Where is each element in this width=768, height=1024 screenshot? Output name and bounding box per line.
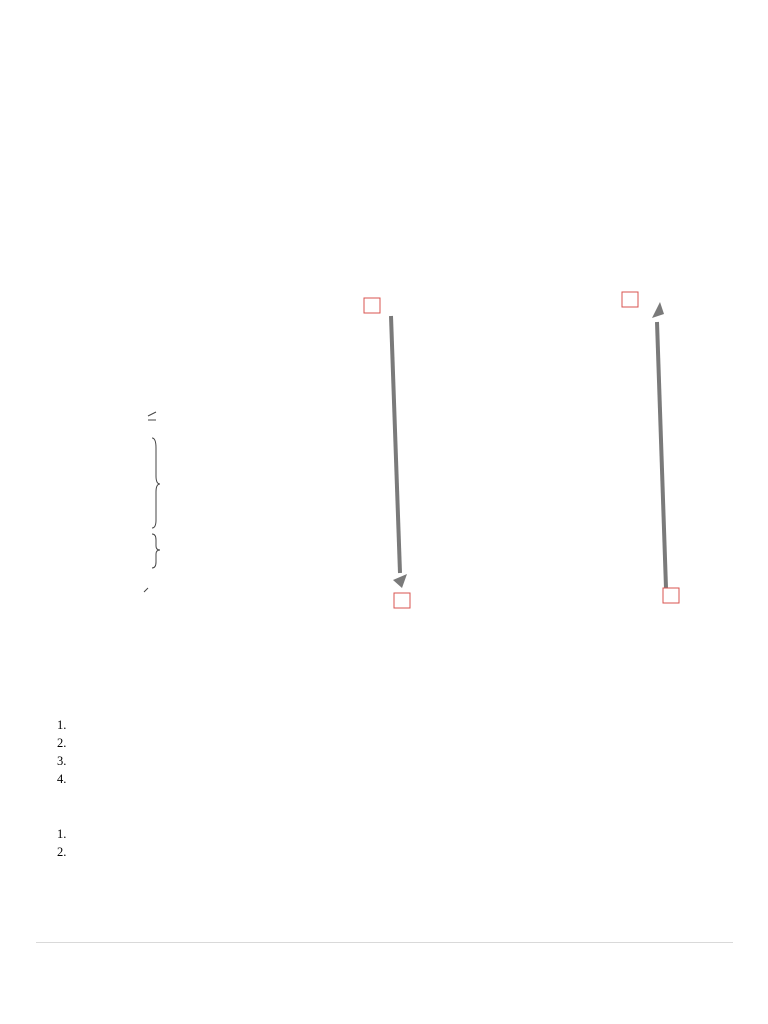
helix-brackets [144, 412, 160, 592]
list-item: 1. [57, 718, 67, 732]
strand-arrows [391, 302, 666, 588]
objectives-list [36, 716, 81, 788]
list-item: 3. [57, 754, 67, 768]
list-item: 1. [57, 827, 67, 841]
footer-divider [36, 942, 733, 943]
dna-figure [108, 288, 683, 638]
list-item: 2. [57, 736, 67, 750]
list-item: 4. [57, 772, 67, 786]
list-item: 2. [57, 845, 67, 859]
materials-list [36, 825, 81, 861]
